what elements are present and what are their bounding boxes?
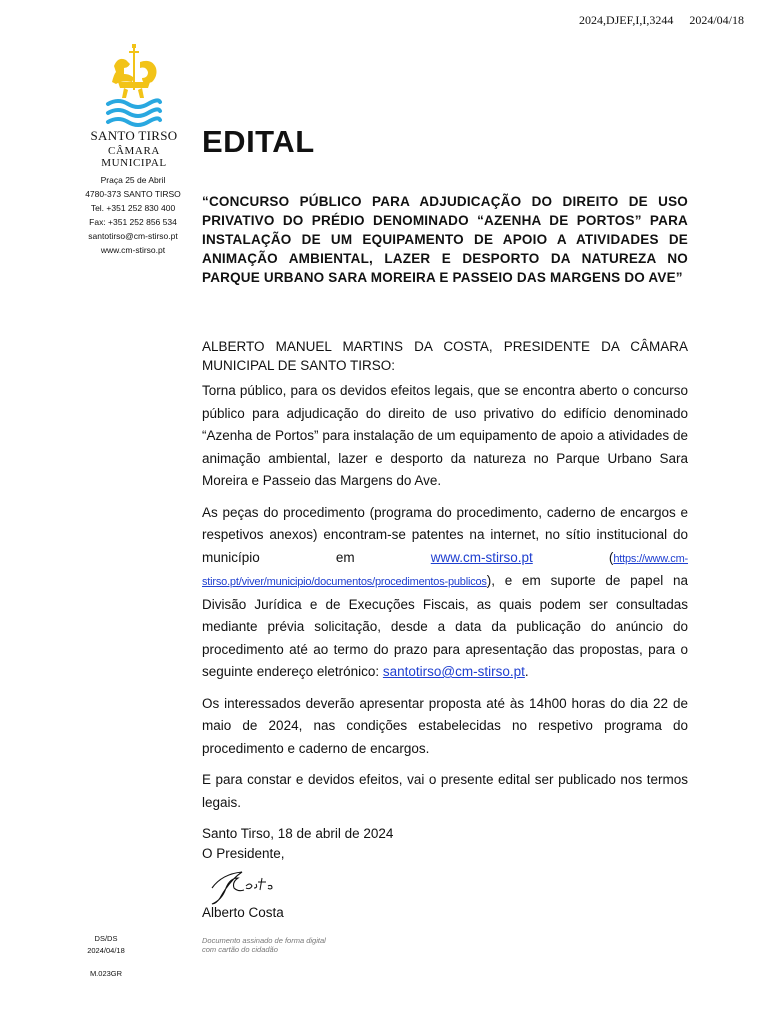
- signatory-name: Alberto Costa: [202, 905, 284, 920]
- brand-council: CÂMARA MUNICIPAL: [101, 145, 167, 169]
- document-text: [202, 380, 688, 855]
- brand-city: SANTO TIRSO: [90, 128, 178, 143]
- document-sender: ALBERTO MANUEL MARTINS DA COSTA, PRESIDENTE DA CÂMARA MUNICIPAL DE SANTO TIRSO:: [202, 339, 688, 373]
- paragraph-place-date: Santo Tirso, 18 de abril de 2024: [202, 826, 394, 841]
- footer-unit: DS/DS: [94, 934, 118, 943]
- document-subject: “CONCURSO PÚBLICO PARA ADJUDICAÇÃO DO DIREITO DE USO PRIVATIVO DO PRÉDIO DENOMINADO “AZENHA DE PORTOS” PARA INSTALAÇÃO DE UM EQUIPAMENTO DE APOIO A ATIVIDADES DE ANIMAÇÃO AMBIENTAL, LAZER E DESPORTO DA NATUREZA NO PARQUE URBANO SARA MOREIRA E PASSEIO DAS MARGENS DO AVE”: [202, 194, 688, 285]
- digital-signature-note: [202, 936, 326, 954]
- paragraph-documents-text-d: .: [524, 664, 529, 679]
- footer-form-code: M.023GR: [89, 969, 123, 978]
- page-title: EDITAL: [202, 124, 315, 159]
- address-postcode: 4780-373 SANTO TIRSO: [85, 189, 181, 199]
- paragraph-documents-text-c: ), e em suporte de papel na Divisão Jurídica e de Execuções Fiscais, as quais podem ser consultadas mediante prévia solicitação, desde a data da publicação do anúncio do procedimento até ao termo do prazo para apresentação das propostas, para o seguinte endereço eletrónico:: [202, 573, 688, 679]
- paragraph-documents-text-b: (: [608, 549, 614, 565]
- reference-number: 2024,DJEF,I,I,3244: [578, 13, 674, 27]
- address-website: www.cm-stirso.pt: [100, 245, 166, 255]
- digital-signature-note-line1: Documento assinado de forma digital: [202, 936, 326, 945]
- address-line: Praça 25 de Abril: [100, 175, 166, 185]
- paragraph-documents: [202, 502, 688, 684]
- paragraph-announcement: Torna público, para os devidos efeitos legais, que se encontra aberto o concurso público para adjudicação do direito de uso privativo do edifício denominado “Azenha de Portos” para instalação de um equipamento de apoio a atividades de animação ambiental, lazer e desporto da natureza no Parque Urbano Sara Moreira e Passeio das Margens do Ave.: [202, 383, 688, 488]
- contact-address: [74, 173, 192, 257]
- signature-role: O Presidente,: [202, 846, 285, 861]
- brand-name: [82, 128, 186, 169]
- email-link[interactable]: santotirso@cm-stirso.pt: [382, 664, 525, 679]
- document-reference: [579, 13, 744, 28]
- handwritten-signature: [206, 860, 306, 910]
- santo-tirso-crest-icon: [104, 42, 164, 128]
- website-link[interactable]: www.cm-stirso.pt: [430, 549, 533, 565]
- signature-block: [202, 846, 502, 928]
- procedures-link[interactable]: https://www.cm-stirso.pt/viver/municipio/documentos/procedimentos-publicos: [202, 552, 688, 588]
- address-fax: Fax: +351 252 856 534: [89, 217, 177, 227]
- paragraph-closing: E para constar e devidos efeitos, vai o presente edital ser publicado nos termos legais.: [202, 772, 688, 810]
- address-email: santotirso@cm-stirso.pt: [88, 231, 178, 241]
- reference-date: 2024/04/18: [689, 13, 744, 27]
- address-phone: Tel. +351 252 830 400: [90, 203, 176, 213]
- footer-date: 2024/04/18: [87, 946, 125, 955]
- footer-unit-date: [86, 933, 126, 957]
- digital-signature-note-line2: com cartão do cidadão: [202, 945, 278, 954]
- paragraph-documents-text-a: As peças do procedimento (programa do procedimento, caderno de encargos e respetivos anexos) encontram-se patentes na internet, no sítio institucional do município em: [202, 504, 688, 565]
- paragraph-deadline: Os interessados deverão apresentar proposta até às 14h00 horas do dia 22 de maio de 2024, nas condições estabelecidas no respetivo programa do procedimento e caderno de encargos.: [202, 695, 688, 756]
